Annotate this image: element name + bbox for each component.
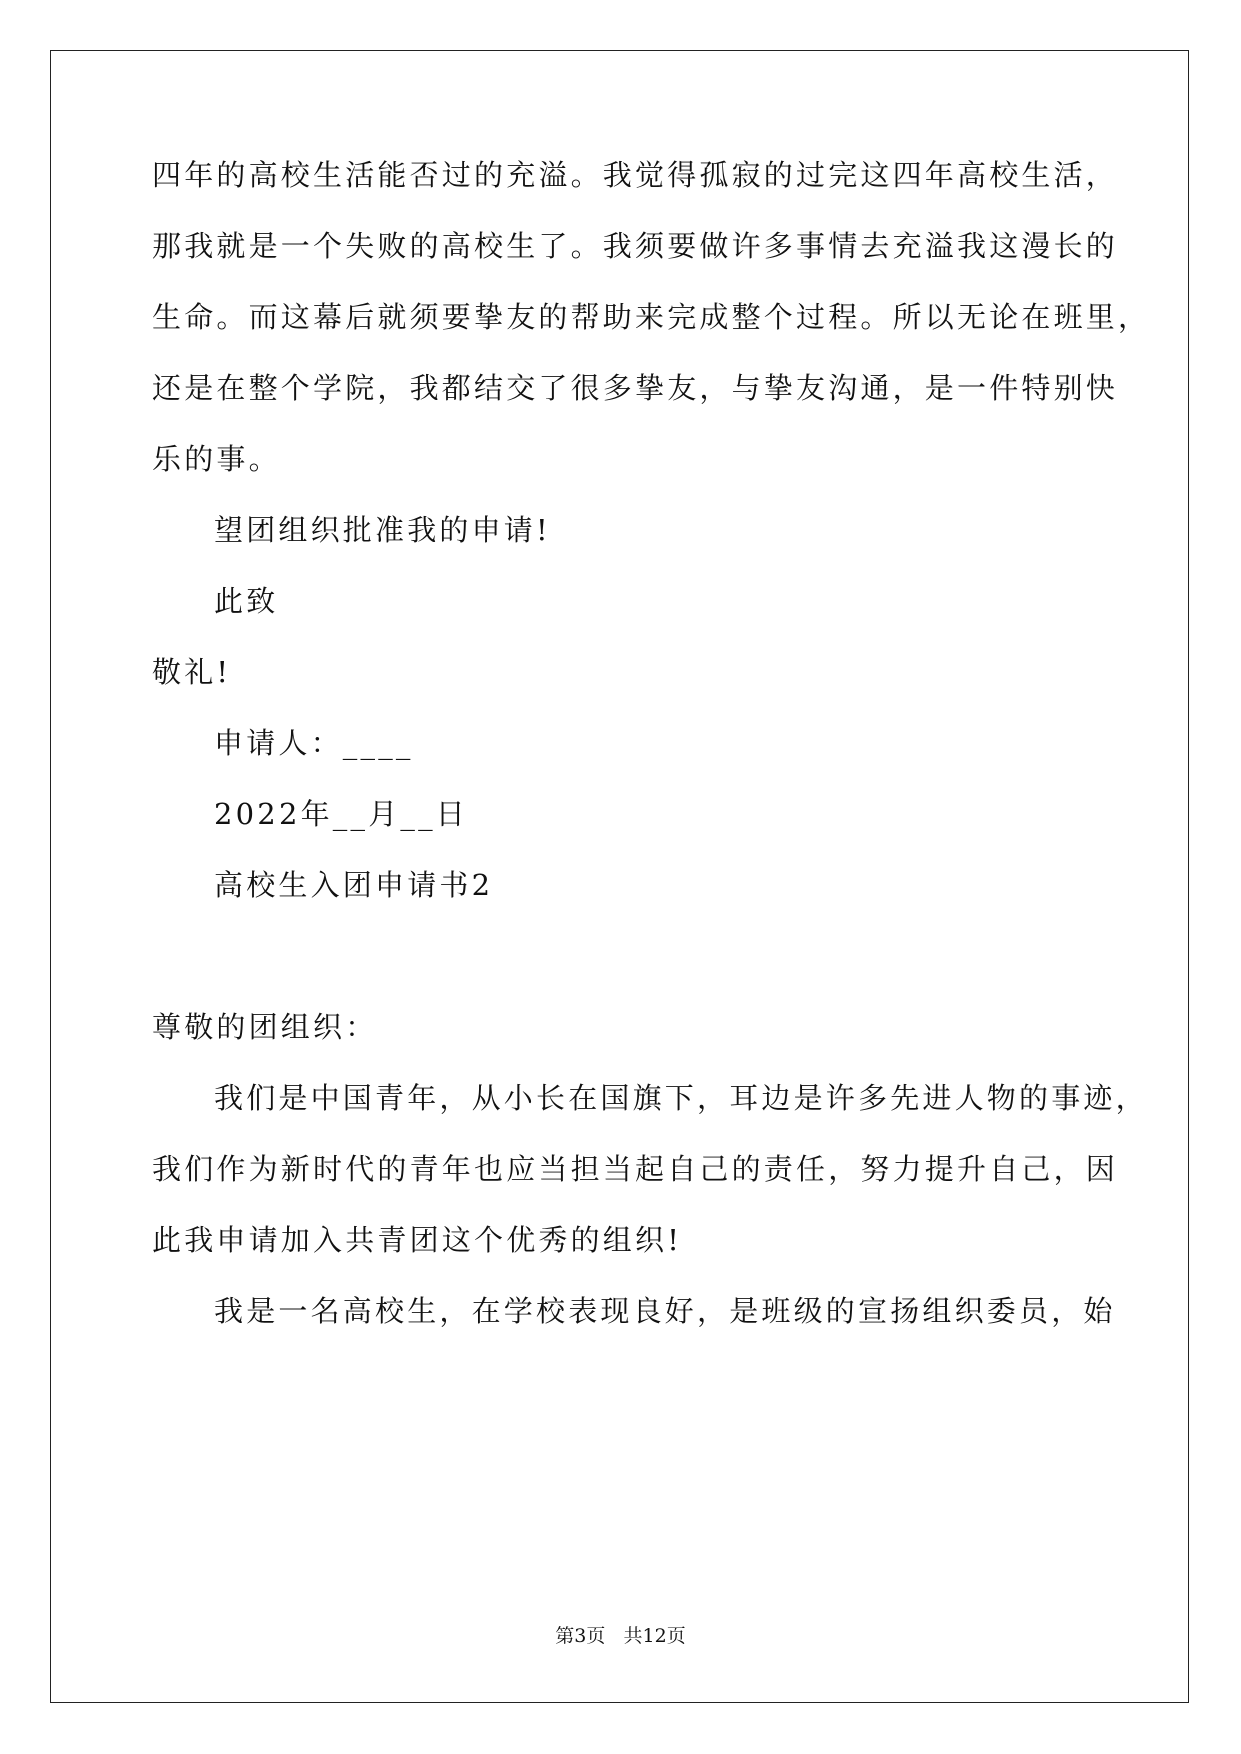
page-number-total: 共12页 bbox=[623, 1625, 686, 1647]
date-line: 2022年__月__日 bbox=[214, 797, 469, 831]
section-title: 高校生入团申请书2 bbox=[214, 868, 494, 902]
text-line: 我们是中国青年，从小长在国旗下，耳边是许多先进人物的事迹， bbox=[214, 1081, 1148, 1115]
text-line: 乐的事。 bbox=[152, 442, 281, 476]
text-line: 四年的高校生活能否过的充溢。我觉得孤寂的过完这四年高校生活， bbox=[152, 158, 1119, 192]
text-line: 我们作为新时代的青年也应当担当起自己的责任，努力提升自己，因 bbox=[152, 1152, 1119, 1186]
closing-request: 望团组织批准我的申请! bbox=[214, 513, 551, 547]
page-number-current: 第3页 bbox=[555, 1625, 606, 1647]
text-line: 那我就是一个失败的高校生了。我须要做许多事情去充溢我这漫长的 bbox=[152, 229, 1119, 263]
applicant-line: 申请人：____ bbox=[214, 726, 414, 760]
greeting: 尊敬的团组织： bbox=[152, 1010, 378, 1044]
salutation-jingli: 敬礼! bbox=[152, 655, 232, 689]
text-line: 生命。而这幕后就须要挚友的帮助来完成整个过程。所以无论在班里， bbox=[152, 300, 1151, 334]
text-line: 我是一名高校生，在学校表现良好，是班级的宣扬组织委员，始 bbox=[214, 1294, 1116, 1328]
text-line: 此我申请加入共青团这个优秀的组织! bbox=[152, 1223, 683, 1257]
page-footer bbox=[0, 1624, 1241, 1648]
text-line: 还是在整个学院，我都结交了很多挚友，与挚友沟通，是一件特别快 bbox=[152, 371, 1119, 405]
salutation-cizhi: 此致 bbox=[214, 584, 279, 618]
